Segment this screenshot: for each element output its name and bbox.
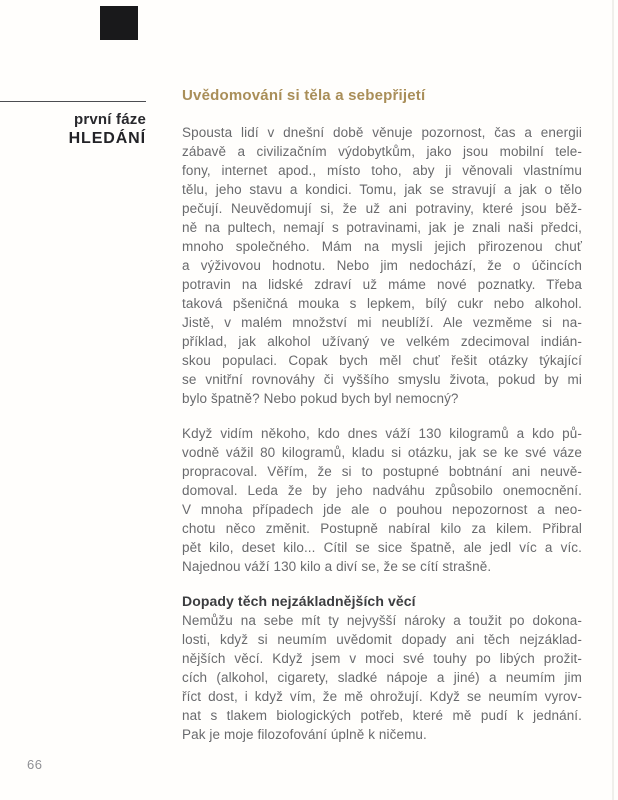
text-line: ně na pultech, nemají s potravinami, jak je znali naši předci, <box>182 220 582 235</box>
text-line: tělu, jeho stavu a kondici. Tomu, jak se stravují a jak o tělo <box>182 182 582 197</box>
text-line: Nemůžu na sebe mít ty nejvyšší nároky a toužit po dokona- <box>182 613 582 628</box>
paragraph <box>182 424 582 576</box>
text-line: Najednou váží 130 kilo a diví se, že se cítí strašně. <box>182 559 492 574</box>
subheading: Dopady těch nejzákladnějších věcí <box>182 593 416 609</box>
text-line: zábavě a civilizačním výdobytkům, jako jsou mobilní tele- <box>182 144 582 159</box>
text-line: taková pšeničná mouka s lepkem, bílý cukr nebo alkohol. <box>182 296 582 311</box>
text-line: losti, když si neumím uvědomit dopady ani těch nejzáklad- <box>182 632 582 647</box>
page-number: 66 <box>27 757 43 772</box>
text-line: Spousta lidí v dnešní době věnuje pozornost, čas a energii <box>182 125 582 140</box>
text-line: vodně vážil 80 kilogramů, kladu si otázku, jak se ke své váze <box>182 445 582 460</box>
page-edge-shadow <box>612 0 614 800</box>
text-line: a výživovou hodnotu. Nebo jim nedochází, že o účincích <box>182 258 582 273</box>
body-text-column <box>182 123 582 744</box>
paragraph <box>182 611 582 744</box>
text-line: příklad, jak alkohol užívaný ve velkém zdecimoval indián- <box>182 334 582 349</box>
text-line: skou populaci. Copak bych měl chuť řešit otázky týkající <box>182 353 582 368</box>
chapter-tab-marker <box>100 6 138 40</box>
paragraph <box>182 123 582 408</box>
text-line: Když vidím někoho, kdo dnes váží 130 kilogramů a kdo pů- <box>182 426 582 441</box>
phase-label: první fáze <box>73 111 146 128</box>
text-line: propracoval. Věřím, že si to postupné bobtnání ani neuvě- <box>182 464 582 479</box>
text-line: se vnitřní rovnováhy či vyššího smyslu života, pokud by mi <box>182 372 582 387</box>
section-heading: Uvědomování si těla a sebepřijetí <box>182 87 426 104</box>
phase-name: HLEDÁNÍ <box>68 130 146 147</box>
text-line: pečují. Neuvědomují si, že už ani potraviny, které jsou běž- <box>182 201 582 216</box>
text-line: nějších věcí. Když jsem v moci své touhy po libých prožit- <box>182 651 582 666</box>
text-line: mnoho společného. Mám na mysli jejich přirozenou chuť <box>182 239 582 254</box>
text-line: Jistě, v malém množství mi neublíží. Ale vezměme si na- <box>182 315 582 330</box>
text-line: bylo špatně? Nebo pokud bych byl nemocný? <box>182 391 459 406</box>
text-line: nat s tlakem biologických potřeb, které mě pudí k jednání. <box>182 708 582 723</box>
text-line: cích (alkohol, cigarety, sladké nápoje a jiné) a neumím jim <box>182 670 582 685</box>
text-line: potravin na lidské zdraví už máme nové poznatky. Třeba <box>182 277 582 292</box>
phase-sidebar <box>0 101 146 149</box>
text-line: chotu něco změnit. Postupně nabíral kilo za kilem. Přibral <box>182 521 582 536</box>
text-line: V mnoha případech jde ale o pouhou nepozornost a neo- <box>182 502 582 517</box>
text-line: domoval. Leda že by jeho nadváhu způsobilo onemocnění. <box>182 483 582 498</box>
text-line: fony, internet apod., místo toho, aby ji věnovali vlastnímu <box>182 163 582 178</box>
sidebar-divider <box>0 101 146 102</box>
text-line: říct dost, i když vím, že mě ohrožují. Když se neumím vyrov- <box>182 689 582 704</box>
text-line: Pak je moje filozofování úplně k ničemu. <box>182 727 427 742</box>
text-line: pět kilo, deset kilo... Cítil se sice špatně, ale jedl víc a víc. <box>182 540 582 555</box>
